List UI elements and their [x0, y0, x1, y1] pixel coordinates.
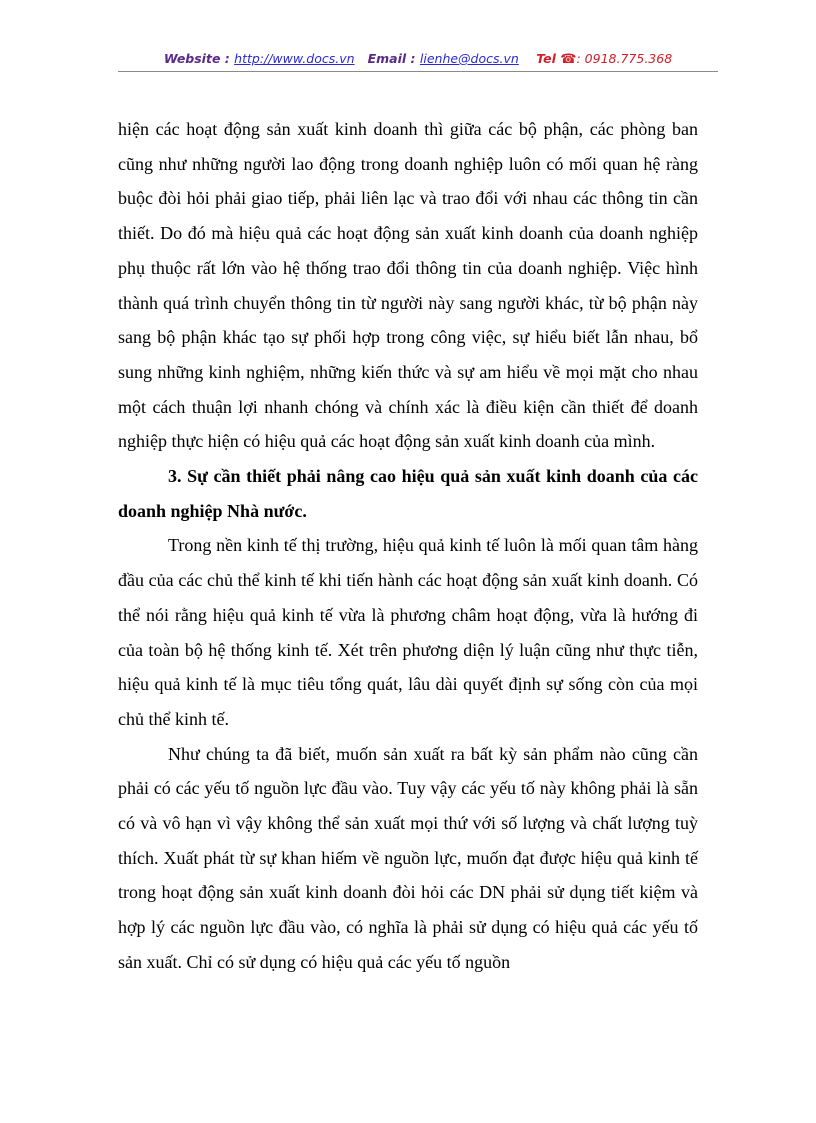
page-header	[118, 50, 718, 69]
email-label: Email :	[367, 51, 416, 66]
website-link[interactable]: http://www.docs.vn	[234, 51, 355, 66]
header-divider	[118, 71, 718, 72]
phone-number: : 0918.775.368	[576, 51, 673, 66]
email-link[interactable]: lienhe@docs.vn	[419, 51, 519, 66]
tel-label: Tel	[536, 51, 556, 66]
telephone-icon: ☎	[560, 52, 577, 67]
document-body	[118, 112, 698, 980]
website-label: Website :	[163, 51, 230, 66]
paragraph: Như chúng ta đã biết, muốn sản xuất ra bất kỳ sản phẩm nào cũng cần phải có các yếu tố nguồn lực đầu vào. Tuy vậy các yếu tố này không phải là sẵn có và vô hạn vì vậy không thể sản xuất mọi thứ với số lượng và chất lượng tuỳ thích. Xuất phát từ sự khan hiếm về nguồn lực, muốn đạt được hiệu quả kinh tế trong hoạt động sản xuất kinh doanh đòi hỏi các DN phải sử dụng tiết kiệm và hợp lý các nguồn lực đầu vào, có nghĩa là phải sử dụng có hiệu quả các yếu tố sản xuất. Chỉ có sử dụng có hiệu quả các yếu tố nguồn	[118, 743, 698, 972]
paragraph-continued: hiện các hoạt động sản xuất kinh doanh thì giữa các bộ phận, các phòng ban cũng như những người lao động trong doanh nghiệp luôn có mối quan hệ ràng buộc đòi hỏi phải giao tiếp, phải liên lạc và trao đổi với nhau các thông tin cần thiết. Do đó mà hiệu quả các hoạt động sản xuất kinh doanh của doanh nghiệp phụ thuộc rất lớn vào hệ thống trao đổi thông tin của doanh nghiệp. Việc hình thành quá trình chuyển thông tin từ người này sang người khác, từ bộ phận này sang bộ phận khác tạo sự phối hợp trong công việc, sự hiểu biết lẫn nhau, bổ sung những kinh nghiệm, những kiến thức và sự am hiểu về mọi mặt cho nhau một cách thuận lợi nhanh chóng và chính xác là điều kiện cần thiết để doanh nghiệp thực hiện có hiệu quả các hoạt động sản xuất kinh doanh của mình.	[118, 119, 698, 452]
paragraph: Trong nền kinh tế thị trường, hiệu quả kinh tế luôn là mối quan tâm hàng đầu của các chủ thể kinh tế khi tiến hành các hoạt động sản xuất kinh doanh. Có thể nói rằng hiệu quả kinh tế vừa là phương châm hoạt động, vừa là hướng đi của toàn bộ hệ thống kinh tế. Xét trên phương diện lý luận cũng như thực tiễn, hiệu quả kinh tế là mục tiêu tổng quát, lâu dài quyết định sự sống còn của mọi chủ thể kinh tế.	[118, 535, 698, 729]
section-heading: 3. Sự cần thiết phải nâng cao hiệu quả sản xuất kinh doanh của các doanh nghiệp Nhà nước.	[118, 466, 698, 521]
